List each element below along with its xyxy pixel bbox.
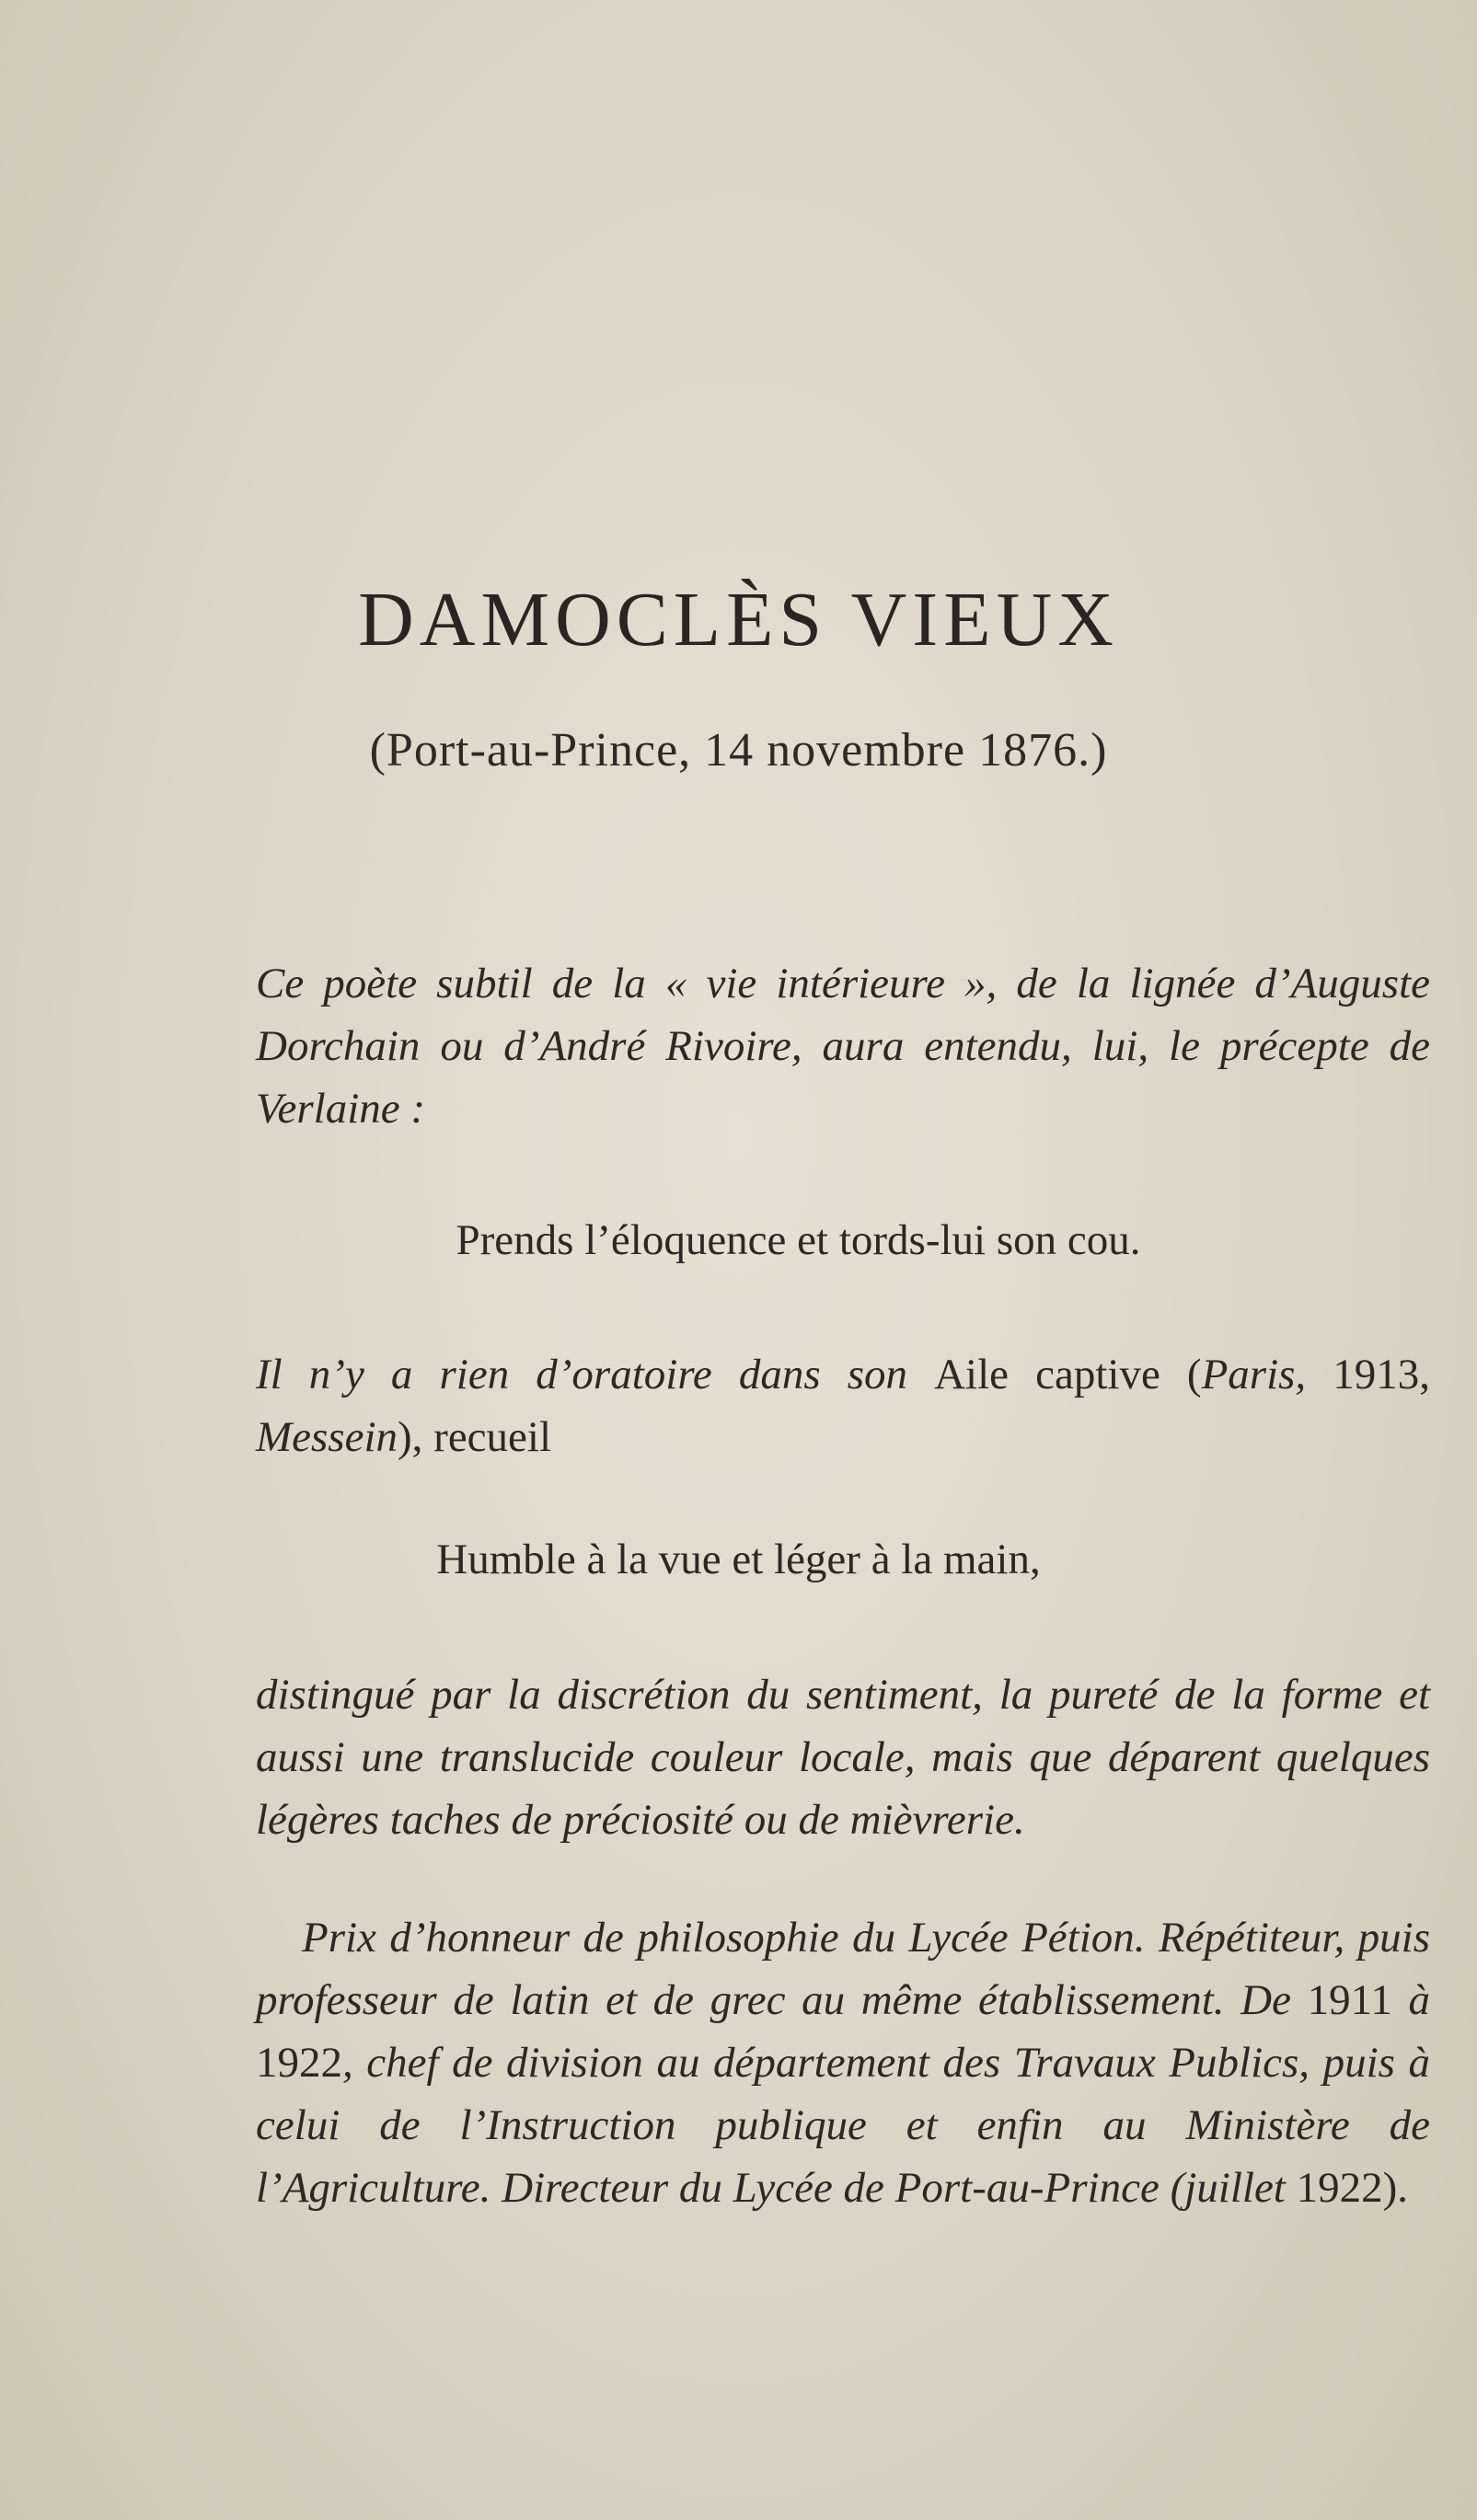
paragraph-aile-captive [256,1343,1430,1468]
paragraph-intro: Ce poète subtil de la « vie intérieure », de la lignée d’Auguste Dorchain ou d’André Rivoire, aura entendu, lui, le précepte de Verlaine : [256,960,1430,1133]
publication-year: 1913, [1333,1351,1431,1398]
paragraph-tail: ), recueil [398,1413,552,1461]
open-paren: ( [1186,1351,1202,1398]
bio-year-start: 1911 [1307,1976,1392,2024]
subtitle: (Port-au-Prince, 14 novembre 1876.) [369,724,1108,777]
paragraph-critique: distingué par la discrétion du sentiment, la pureté de la forme et aussi une translucide couleur locale, mais que déparent quelques légères taches de préciosité ou de mièvrerie. [256,1671,1430,1844]
publisher: Messein [256,1413,398,1461]
bio-part-c: , chef de division au département des Travaux Publics, puis à celui de l’Instruction publique et enfin au Ministère de l’Agriculture. Directeur du Lycée de Port-au-Prince (juillet [256,2039,1430,2212]
verse-quote-1: Prends l’éloquence et tords-lui son cou. [456,1216,1141,1264]
page-title: DAMOCLÈS VIEUX [358,577,1119,662]
bio-part-a: Prix d’honneur de philosophie du Lycée Pétion. Répétiteur, puis professeur de latin et de grec au même établissement. De [256,1914,1430,2024]
bio-year-final: 1922 [1296,2164,1383,2212]
verse-quote-2: Humble à la vue et léger à la main, [436,1536,1041,1583]
bio-part-b: à [1408,1976,1431,2024]
publication-place: Paris, [1201,1351,1307,1398]
paragraph-biography [256,1906,1430,2219]
bio-year-end: 1922 [256,2039,342,2087]
book-title: Aile captive [934,1351,1160,1398]
paragraph-lead: Il n’y a rien d’oratoire dans son [256,1351,908,1398]
bio-part-d: ). [1382,2164,1409,2212]
